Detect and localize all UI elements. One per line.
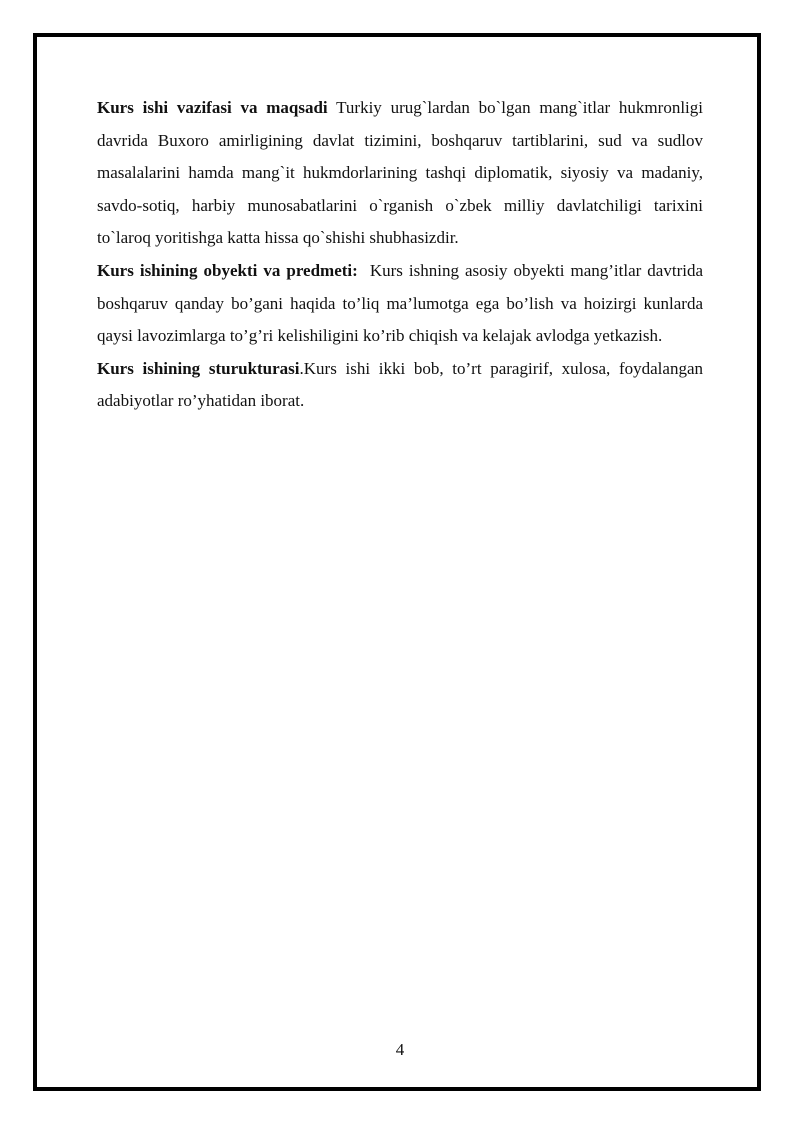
paragraph-structure xyxy=(97,353,703,418)
paragraph-heading: Kurs ishi vazifasi va maqsadi xyxy=(97,98,328,117)
paragraph-text: Kurs ishning asosiy obyekti mang’itlar davtrida boshqaruv qanday bo’gani haqida to’liq ma’lumotga ega bo’lish va hoizirgi kunlarda qaysi lavozimlarga to’g’ri kelishiligini ko’rib chiqish va kelajak avlodga yetkazish. xyxy=(97,260,703,346)
paragraph-object-and-subject xyxy=(97,255,703,353)
paragraph-text: .Kurs ishi ikki bob, to’rt paragirif, xulosa, foydalangan adabiyotlar ro’yhatidan iborat. xyxy=(97,358,703,411)
paragraph-heading: Kurs ishining obyekti va predmeti: xyxy=(97,260,358,280)
heading-separator xyxy=(358,261,370,280)
page-number: 4 xyxy=(395,1040,405,1059)
document-body xyxy=(97,92,703,418)
paragraph-heading: Kurs ishining sturukturasi xyxy=(97,358,300,378)
paragraph-text: Turkiy urug`lardan bo`lgan mang`itlar hukmronligi davrida Buxoro amirligining davlat tizimini, boshqaruv tartiblarini, sud va sudlov masalalarini hamda mang`it hukmdorlarining tashqi diplomatik, siyosiy va madaniy, savdo-sotiq, harbiy munosabatlarini o`rganish o`zbek milliy davlatchiligi tarixini to`laroq yoritishga katta hissa qo`shishi shubhasizdir. xyxy=(97,98,703,248)
paragraph-task-and-goal xyxy=(97,92,703,255)
heading-separator xyxy=(328,98,336,117)
